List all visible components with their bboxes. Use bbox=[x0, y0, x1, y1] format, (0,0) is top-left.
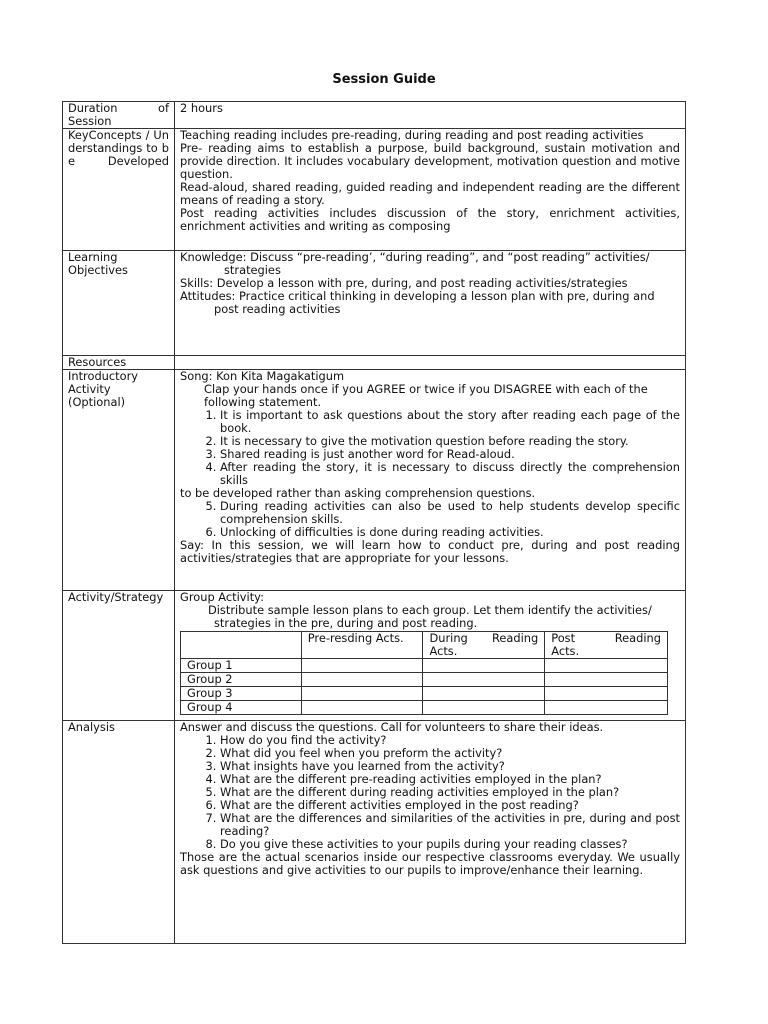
table-row bbox=[181, 687, 668, 701]
list-item: 4. After reading the story, it is necessary to discuss directly the comprehension skills bbox=[220, 461, 680, 487]
statement-list-continued bbox=[180, 500, 680, 539]
table-row bbox=[181, 701, 668, 715]
analysis-content bbox=[175, 721, 686, 944]
statement-4-cont: to be developed rather than asking comprehension questions. bbox=[180, 486, 536, 500]
resources-value bbox=[175, 356, 686, 370]
intro-say: Say: In this session, we will learn how to conduct pre, during and post reading activities/strategies that are appropriate for your lessons. bbox=[180, 538, 680, 565]
document-title: Session Guide bbox=[332, 72, 436, 87]
statement-list bbox=[180, 409, 680, 487]
list-item: 7. What are the differences and similarities of the activities in pre, during and post reading? bbox=[220, 812, 680, 838]
table-header-cell: During Reading Acts. bbox=[423, 632, 545, 659]
list-item: 6. Unlocking of difficulties is done during reading activities. bbox=[220, 526, 680, 539]
group-activity-table bbox=[180, 631, 668, 715]
list-item: 2. What did you feel when you preform the activity? bbox=[220, 747, 680, 760]
key-concept-line: Pre- reading aims to establish a purpose, build background, sustain motivation and provide direction. It includes vocabulary development, motivation question and motive question. bbox=[180, 141, 680, 181]
objective-attitudes-cont: post reading activities bbox=[214, 302, 341, 316]
intro-instruction-cont: following statement. bbox=[204, 395, 322, 409]
introductory-activity-content bbox=[175, 370, 686, 591]
resources-label: Resources bbox=[63, 356, 175, 370]
table-header-cell bbox=[181, 632, 302, 659]
objective-knowledge-cont: strategies bbox=[224, 263, 281, 277]
list-item: 1. How do you find the activity? bbox=[220, 734, 680, 747]
table-header-cell: Post Reading Acts. bbox=[545, 632, 668, 659]
table-cell bbox=[423, 673, 545, 687]
table-row bbox=[181, 673, 668, 687]
intro-instruction: Clap your hands once if you AGREE or twice if you DISAGREE with each of the bbox=[204, 382, 648, 396]
table-cell bbox=[301, 673, 423, 687]
key-concept-line: Read-aloud, shared reading, guided reading and independent reading are the different means of reading a story. bbox=[180, 180, 680, 207]
table-cell: Group 2 bbox=[181, 673, 302, 687]
list-item: 2. It is necessary to give the motivation question before reading the story. bbox=[220, 435, 680, 448]
session-guide-table bbox=[62, 101, 686, 944]
learning-objectives-label: Learning Objectives bbox=[63, 251, 175, 356]
list-item: 5. What are the different during reading activities employed in the plan? bbox=[220, 786, 680, 799]
table-header-cell: Pre-resding Acts. bbox=[301, 632, 423, 659]
analysis-intro: Answer and discuss the questions. Call for volunteers to share their ideas. bbox=[180, 720, 604, 734]
row-resources bbox=[63, 356, 686, 370]
table-cell: Group 1 bbox=[181, 659, 302, 673]
table-cell bbox=[423, 701, 545, 715]
row-key-concepts bbox=[63, 129, 686, 251]
key-concept-line: Teaching reading includes pre-reading, during reading and post reading activities bbox=[180, 128, 644, 142]
table-cell bbox=[301, 659, 423, 673]
duration-value: 2 hours bbox=[175, 102, 686, 129]
learning-objectives-content bbox=[175, 251, 686, 356]
list-item: 3. What insights have you learned from the activity? bbox=[220, 760, 680, 773]
introductory-activity-label: Introductory Activity (Optional) bbox=[63, 370, 175, 591]
key-concept-line: Post reading activities includes discussion of the story, enrichment activities, enrichment activities and writing as composing bbox=[180, 206, 680, 233]
key-concepts-label: KeyConcepts / Understandings to be Developed bbox=[63, 129, 175, 251]
song-title: Song: Kon Kita Magakatigum bbox=[180, 369, 345, 383]
table-row bbox=[181, 659, 668, 673]
list-item: 5. During reading activities can also be used to help students develop specific comprehension skills. bbox=[220, 500, 680, 526]
list-item: 6. What are the different activities employed in the post reading? bbox=[220, 799, 680, 812]
duration-label: Duration of Session bbox=[63, 102, 175, 129]
list-item: 3. Shared reading is just another word for Read-aloud. bbox=[220, 448, 680, 461]
row-activity-strategy bbox=[63, 591, 686, 721]
objective-attitudes: Attitudes: Practice critical thinking in developing a lesson plan with pre, during and bbox=[180, 289, 655, 303]
activity-instruction: Distribute sample lesson plans to each group. Let them identify the activities/ bbox=[208, 603, 652, 617]
table-cell bbox=[545, 687, 668, 701]
table-header-row bbox=[181, 632, 668, 659]
list-item: 4. What are the different pre-reading activities employed in the plan? bbox=[220, 773, 680, 786]
key-concepts-content bbox=[175, 129, 686, 251]
analysis-question-list bbox=[180, 734, 680, 851]
table-cell bbox=[301, 687, 423, 701]
objective-skills: Skills: Develop a lesson with pre, during, and post reading activities/strategies bbox=[180, 276, 628, 290]
objective-knowledge: Knowledge: Discuss “pre-reading’, “during reading”, and “post reading” activities/ bbox=[180, 250, 650, 264]
activity-instruction-cont: strategies in the pre, during and post reading. bbox=[214, 616, 478, 630]
table-cell: Group 4 bbox=[181, 701, 302, 715]
row-analysis bbox=[63, 721, 686, 944]
activity-strategy-content bbox=[175, 591, 686, 721]
row-duration bbox=[63, 102, 686, 129]
activity-strategy-label: Activity/Strategy bbox=[63, 591, 175, 721]
group-activity-heading: Group Activity: bbox=[180, 590, 264, 604]
analysis-label: Analysis bbox=[63, 721, 175, 944]
list-item: 8. Do you give these activities to your pupils during your reading classes? bbox=[220, 838, 680, 851]
table-cell bbox=[301, 701, 423, 715]
table-cell bbox=[423, 687, 545, 701]
row-introductory-activity bbox=[63, 370, 686, 591]
analysis-closing: Those are the actual scenarios inside our respective classrooms everyday. We usually ask questions and give activities to our pupils to improve/enhance their learning. bbox=[180, 850, 680, 877]
row-learning-objectives bbox=[63, 251, 686, 356]
list-item: 1. It is important to ask questions about the story after reading each page of the book. bbox=[220, 409, 680, 435]
table-cell bbox=[545, 701, 668, 715]
table-cell bbox=[545, 659, 668, 673]
table-cell bbox=[423, 659, 545, 673]
table-cell bbox=[545, 673, 668, 687]
table-cell: Group 3 bbox=[181, 687, 302, 701]
